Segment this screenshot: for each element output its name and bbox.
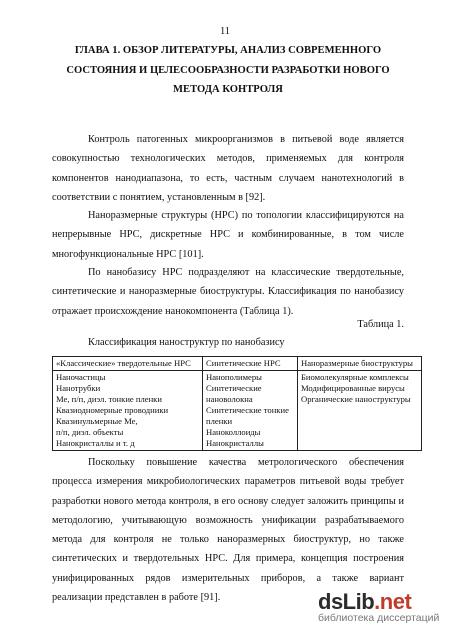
list-item: Ме, п/п, диэл. тонкие пленки xyxy=(56,394,162,404)
watermark-logo-main: dsLib xyxy=(318,589,375,614)
watermark-logo-tld: .net xyxy=(374,589,412,614)
list-item: Синтетические xyxy=(206,383,262,393)
table-cell-synthetic xyxy=(203,371,298,451)
table-header-cell: Наноразмерные биоструктуры xyxy=(298,357,422,371)
list-item: Квазинульмерные Ме, xyxy=(56,416,138,426)
table-cell-classic xyxy=(53,371,203,451)
list-item: Наночастицы xyxy=(56,372,106,382)
list-item: Нанотрубки xyxy=(56,383,101,393)
watermark xyxy=(318,589,439,624)
paragraph-4: Поскольку повышение качества метрологического обеспечения процесса измерения микробиологических параметров питьевой воды требует разработки нового метода контроля, в его основу следует заложить принципы и методологию, учитывающую возможность унификации разрабатываемого метода для контроля не только наноразмерных биоструктур, но также синтетических и твердотельных НРС. Для примера, концепция построения унифицированных рядов измерительных приборов, а также вариант реализации представлен в работе [91]. xyxy=(52,457,404,604)
list-item: Квазиодномерные проводники xyxy=(56,405,169,415)
list-item: Нанополимеры xyxy=(206,372,262,382)
chapter-title-line: ГЛАВА 1. ОБЗОР ЛИТЕРАТУРЫ, АНАЛИЗ СОВРЕМЕННОГО xyxy=(74,45,382,56)
list-item: Модифицированные вирусы xyxy=(301,383,405,393)
table-cell-bio xyxy=(298,371,422,451)
list-item: Синтетические тонкие xyxy=(206,405,289,415)
list-item: Биомолекулярные комплексы xyxy=(301,372,409,382)
list-item: пленки xyxy=(206,416,233,426)
chapter-title-line: СОСТОЯНИЯ И ЦЕЛЕСООБРАЗНОСТИ РАЗРАБОТКИ НОВОГО xyxy=(66,64,390,76)
table-caption: Классификация наноструктур по нанобазису xyxy=(88,337,285,348)
classification-table xyxy=(52,356,422,451)
list-item: Нанокристаллы и т. д xyxy=(56,438,135,448)
list-item: Нанокристаллы xyxy=(206,438,264,448)
chapter-title-line: МЕТОДА КОНТРОЛЯ xyxy=(173,84,283,95)
paragraph-2: Наноразмерные структуры (НРС) по топологии классифицируются на непрерывные НРС, дискретные НРС и комбинированные, в том числе многофункциональные НРС [101]. xyxy=(52,210,404,260)
list-item: п/п, диэл. объекты xyxy=(56,427,124,437)
table-header-cell: «Классические» твердотельные НРС xyxy=(53,357,203,371)
page-number: 11 xyxy=(219,26,231,37)
table-header-cell: Синтетические НРС xyxy=(203,357,298,371)
table-header-row xyxy=(53,357,422,371)
list-item: нановолокна xyxy=(206,394,253,404)
table-row xyxy=(53,371,422,451)
watermark-subtitle: библиотека диссертаций xyxy=(318,612,440,624)
paragraph-1: Контроль патогенных микроорганизмов в питьевой воде является совокупностью технологических методов, применяемых для контроля компонентов нанодиапазона, то есть, частным случаем нанотехнологий в соответствии с понятием, установленным в [92]. xyxy=(52,134,404,203)
paragraph-3: По нанобазису НРС подразделяют на классические твердотельные, синтетические и наноразмерные биоструктуры. Классификация по нанобазису отражает происхождение нанокомпонента (Таблица 1). xyxy=(52,267,404,317)
list-item: Органические наноструктуры xyxy=(301,394,411,404)
list-item: Наноколлоиды xyxy=(206,427,261,437)
table-label: Таблица 1. xyxy=(357,319,404,330)
chapter-title xyxy=(50,41,406,100)
